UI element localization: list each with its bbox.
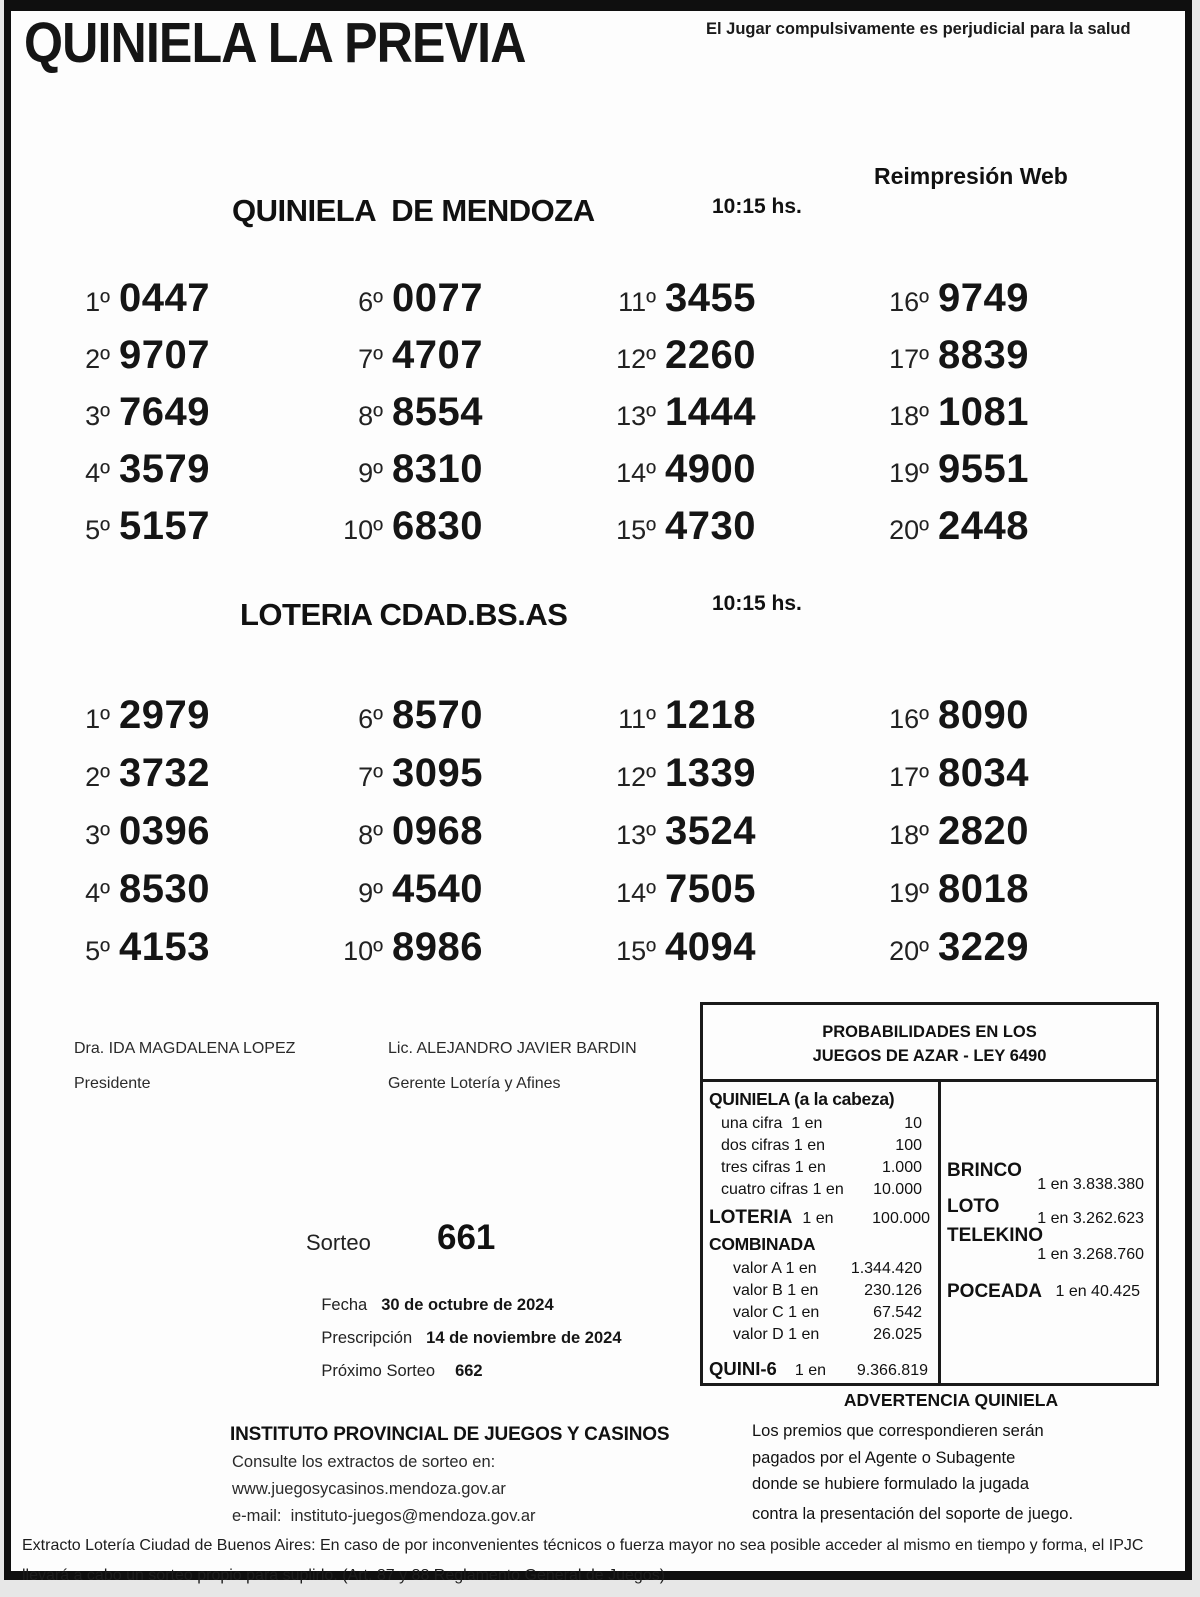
- result-cell: [56, 447, 329, 504]
- result-number: 3579: [119, 447, 210, 491]
- result-cell: [56, 925, 329, 983]
- result-number: 3524: [665, 809, 756, 853]
- advertencia-line: contra la presentación del soporte de juego.: [752, 1504, 1074, 1523]
- proximo-sorteo-label: Próximo Sorteo: [321, 1362, 436, 1380]
- quini6-odds-mid: 1 en: [794, 1362, 826, 1379]
- probabilities-title: [703, 1005, 1156, 1082]
- odds-label: una cifra 1 en: [721, 1115, 823, 1132]
- result-cell: [329, 447, 602, 504]
- odds-label: valor B 1 en: [733, 1282, 819, 1299]
- result-number: 8570: [392, 693, 483, 737]
- game-odds-poceada: 1 en 40.425: [1055, 1283, 1140, 1300]
- result-cell: [329, 925, 602, 983]
- result-position: 13º: [616, 820, 656, 850]
- result-number: 1081: [938, 390, 1029, 434]
- probabilities-left-column: [703, 1082, 941, 1383]
- result-position: 9º: [358, 878, 383, 908]
- result-position: 2º: [85, 762, 110, 792]
- result-position: 19º: [889, 458, 929, 488]
- result-cell: [329, 333, 602, 390]
- result-cell: [602, 693, 875, 751]
- results-grid-mendoza: [56, 276, 1148, 561]
- result-number: 9707: [119, 333, 210, 377]
- odds-row: [709, 1113, 938, 1135]
- probabilities-title-line1: PROBABILIDADES EN LOS: [822, 1023, 1037, 1041]
- result-number: 3229: [938, 925, 1029, 969]
- result-cell: [602, 504, 875, 561]
- prescripcion-value: 14 de noviembre de 2024: [426, 1329, 622, 1347]
- result-position: 16º: [889, 287, 929, 317]
- result-number: 0968: [392, 809, 483, 853]
- game-name-poceada: POCEADA: [947, 1281, 1043, 1302]
- result-position: 3º: [85, 820, 110, 850]
- result-position: 12º: [616, 762, 656, 792]
- advertencia-line: pagados por el Agente o Subagente: [752, 1448, 1016, 1467]
- draw-title-cdad-bsas: LOTERIA CDAD.BS.AS: [240, 597, 568, 632]
- game-name-loto: LOTO: [947, 1196, 1000, 1217]
- result-number: 1218: [665, 693, 756, 737]
- result-number: 2260: [665, 333, 756, 377]
- institute-consult-line: Consulte los extractos de sorteo en:: [232, 1453, 496, 1471]
- game-name-brinco: BRINCO: [947, 1160, 1022, 1181]
- result-position: 10º: [343, 515, 383, 545]
- result-position: 16º: [889, 704, 929, 734]
- result-position: 6º: [358, 287, 383, 317]
- footnote: Extracto Lotería Ciudad de Buenos Aires: En caso de por inconvenientes técnicos o fuerza mayor no sea posible acceder al mismo en tiempo y forma, el IPJC llevará a cabo un sorteo propio para suplirlo. (Art. 87 y 88 Reglamento General de Juegos): [22, 1537, 1144, 1584]
- result-position: 5º: [85, 515, 110, 545]
- proximo-sorteo-value: 662: [455, 1362, 483, 1380]
- draw-title-mendoza: QUINIELA DE MENDOZA: [232, 193, 595, 228]
- result-position: 15º: [616, 936, 656, 966]
- odds-value: 1.000: [881, 1159, 922, 1176]
- fecha-label: Fecha: [321, 1296, 368, 1314]
- game-odds-brinco: 1 en 3.838.380: [1037, 1176, 1144, 1193]
- result-position: 8º: [358, 401, 383, 431]
- result-cell: [875, 504, 1148, 561]
- result-cell: [329, 867, 602, 925]
- quini6-odds-label: QUINI-6: [709, 1358, 777, 1379]
- result-number: 7505: [665, 867, 756, 911]
- result-number: 9749: [938, 276, 1029, 320]
- result-cell: [602, 276, 875, 333]
- result-number: 4094: [665, 925, 756, 969]
- loteria-odds-label: LOTERIA: [709, 1207, 793, 1228]
- result-number: 4900: [665, 447, 756, 491]
- fecha-value: 30 de octubre de 2024: [381, 1296, 554, 1314]
- result-position: 17º: [889, 762, 929, 792]
- odds-row: [709, 1258, 938, 1280]
- odds-row: [709, 1157, 938, 1179]
- result-position: 6º: [358, 704, 383, 734]
- result-number: 4707: [392, 333, 483, 377]
- loteria-odds-value: 100.000: [872, 1210, 930, 1227]
- result-cell: [329, 504, 602, 561]
- institute-email: e-mail: instituto-juegos@mendoza.gov.ar: [232, 1507, 536, 1525]
- loteria-odds-mid: 1 en: [802, 1210, 834, 1227]
- result-number: 2979: [119, 693, 210, 737]
- result-cell: [329, 693, 602, 751]
- game-odds-telekino: 1 en 3.268.760: [1037, 1246, 1144, 1263]
- game-name-telekino: TELEKINO: [947, 1225, 1044, 1246]
- result-cell: [329, 809, 602, 867]
- result-number: 8090: [938, 693, 1029, 737]
- probabilities-title-line2: JUEGOS DE AZAR - LEY 6490: [812, 1047, 1047, 1065]
- sorteo-label: Sorteo: [306, 1230, 371, 1255]
- probabilities-right-column: [941, 1082, 1156, 1383]
- result-cell: [329, 276, 602, 333]
- signatory-name-president: Dra. IDA MAGDALENA LOPEZ: [74, 1040, 296, 1057]
- institute-website: www.juegosycasinos.mendoza.gov.ar: [232, 1480, 506, 1498]
- result-position: 7º: [358, 344, 383, 374]
- result-number: 3095: [392, 751, 483, 795]
- odds-value: 67.542: [873, 1304, 922, 1321]
- odds-label: dos cifras 1 en: [721, 1137, 826, 1154]
- result-position: 11º: [618, 704, 656, 734]
- result-number: 2448: [938, 504, 1029, 548]
- result-number: 8310: [392, 447, 483, 491]
- signatory-role-manager: Gerente Lotería y Afines: [388, 1075, 561, 1092]
- result-cell: [56, 276, 329, 333]
- result-cell: [56, 390, 329, 447]
- result-number: 8554: [392, 390, 483, 434]
- result-cell: [602, 867, 875, 925]
- result-position: 9º: [358, 458, 383, 488]
- prescripcion-label: Prescripción: [321, 1329, 413, 1347]
- odds-value: 230.126: [864, 1282, 922, 1299]
- result-position: 5º: [85, 936, 110, 966]
- result-position: 14º: [616, 458, 656, 488]
- result-cell: [875, 390, 1148, 447]
- quiniela-odds-header: QUINIELA (a la cabeza): [709, 1089, 895, 1109]
- signatory-role-president: Presidente: [74, 1075, 151, 1092]
- result-position: 18º: [889, 401, 929, 431]
- result-cell: [602, 925, 875, 983]
- result-number: 9551: [938, 447, 1029, 491]
- result-number: 1444: [665, 390, 756, 434]
- page-title: QUINIELA LA PREVIA: [24, 11, 526, 75]
- result-cell: [875, 925, 1148, 983]
- odds-label: valor C 1 en: [733, 1304, 820, 1321]
- result-number: 8986: [392, 925, 483, 969]
- result-cell: [875, 333, 1148, 390]
- result-number: 4730: [665, 504, 756, 548]
- result-position: 3º: [85, 401, 110, 431]
- result-cell: [56, 693, 329, 751]
- result-cell: [56, 809, 329, 867]
- result-position: 17º: [889, 344, 929, 374]
- result-position: 7º: [358, 762, 383, 792]
- combinada-odds-rows: [709, 1258, 938, 1346]
- result-position: 1º: [85, 704, 110, 734]
- result-position: 15º: [616, 515, 656, 545]
- odds-row: [709, 1280, 938, 1302]
- result-number: 8839: [938, 333, 1029, 377]
- odds-value: 100: [895, 1137, 922, 1154]
- result-cell: [875, 276, 1148, 333]
- result-position: 20º: [889, 515, 929, 545]
- result-cell: [329, 390, 602, 447]
- odds-label: valor D 1 en: [733, 1326, 820, 1343]
- result-cell: [56, 867, 329, 925]
- result-position: 14º: [616, 878, 656, 908]
- combinada-header: COMBINADA: [709, 1234, 816, 1254]
- sorteo-number: 661: [437, 1218, 496, 1257]
- result-position: 8º: [358, 820, 383, 850]
- result-position: 2º: [85, 344, 110, 374]
- addiction-warning: El Jugar compulsivamente es perjudicial para la salud: [706, 20, 1131, 38]
- draw-time-mendoza: 10:15 hs.: [712, 195, 802, 218]
- institute-name: INSTITUTO PROVINCIAL DE JUEGOS Y CASINOS: [230, 1424, 670, 1445]
- odds-label: tres cifras 1 en: [721, 1159, 826, 1176]
- advertencia-title: ADVERTENCIA QUINIELA: [843, 1390, 1059, 1410]
- result-position: 19º: [889, 878, 929, 908]
- odds-label: cuatro cifras 1 en: [721, 1181, 844, 1198]
- advertencia-line: donde se hubiere formulado la jugada: [752, 1475, 1030, 1493]
- result-cell: [875, 751, 1148, 809]
- result-cell: [602, 447, 875, 504]
- result-number: 3455: [665, 276, 756, 320]
- result-number: 8530: [119, 867, 210, 911]
- result-cell: [875, 867, 1148, 925]
- result-number: 0447: [119, 276, 210, 320]
- proximo-sorteo-line: [303, 1343, 483, 1400]
- odds-row: [709, 1135, 938, 1157]
- result-position: 1º: [85, 287, 110, 317]
- reprint-label: Reimpresión Web: [874, 163, 1068, 189]
- odds-value: 1.344.420: [850, 1260, 922, 1277]
- result-cell: [602, 333, 875, 390]
- result-number: 5157: [119, 504, 210, 548]
- result-number: 7649: [119, 390, 210, 434]
- probabilities-box: [700, 1002, 1159, 1386]
- result-position: 4º: [85, 878, 110, 908]
- result-cell: [56, 751, 329, 809]
- result-position: 12º: [616, 344, 656, 374]
- advertencia-line: Los premios que correspondieren serán: [752, 1422, 1044, 1440]
- odds-row: [709, 1179, 938, 1201]
- odds-row: [709, 1302, 938, 1324]
- result-position: 4º: [85, 458, 110, 488]
- result-number: 3732: [119, 751, 210, 795]
- result-position: 20º: [889, 936, 929, 966]
- quiniela-odds-rows: [709, 1113, 938, 1201]
- odds-value: 10.000: [873, 1181, 922, 1198]
- result-position: 13º: [616, 401, 656, 431]
- quini6-odds-row: [709, 1357, 938, 1383]
- odds-value: 10: [904, 1115, 922, 1132]
- result-cell: [875, 809, 1148, 867]
- result-number: 4540: [392, 867, 483, 911]
- result-cell: [875, 693, 1148, 751]
- result-position: 11º: [618, 287, 656, 317]
- result-number: 8018: [938, 867, 1029, 911]
- result-number: 0077: [392, 276, 483, 320]
- odds-value: 26.025: [873, 1326, 922, 1343]
- draw-time-cdad-bsas: 10:15 hs.: [712, 592, 802, 615]
- results-grid-cdad-bsas: [56, 693, 1148, 983]
- loteria-odds-row: [709, 1206, 938, 1231]
- result-number: 6830: [392, 504, 483, 548]
- result-number: 1339: [665, 751, 756, 795]
- result-cell: [875, 447, 1148, 504]
- probabilities-body: [703, 1082, 1156, 1383]
- result-number: 4153: [119, 925, 210, 969]
- result-cell: [329, 751, 602, 809]
- game-odds-loto: 1 en 3.262.623: [1037, 1210, 1144, 1227]
- result-number: 2820: [938, 809, 1029, 853]
- result-number: 8034: [938, 751, 1029, 795]
- result-number: 0396: [119, 809, 210, 853]
- result-cell: [602, 751, 875, 809]
- result-position: 10º: [343, 936, 383, 966]
- result-cell: [602, 390, 875, 447]
- result-cell: [56, 504, 329, 561]
- odds-row: [709, 1324, 938, 1346]
- advertencia-text: [752, 1418, 1152, 1527]
- result-cell: [56, 333, 329, 390]
- quini6-odds-value: 9.366.819: [856, 1362, 928, 1379]
- result-position: 18º: [889, 820, 929, 850]
- result-cell: [602, 809, 875, 867]
- odds-label: valor A 1 en: [733, 1260, 817, 1277]
- signatory-name-manager: Lic. ALEJANDRO JAVIER BARDIN: [388, 1040, 637, 1057]
